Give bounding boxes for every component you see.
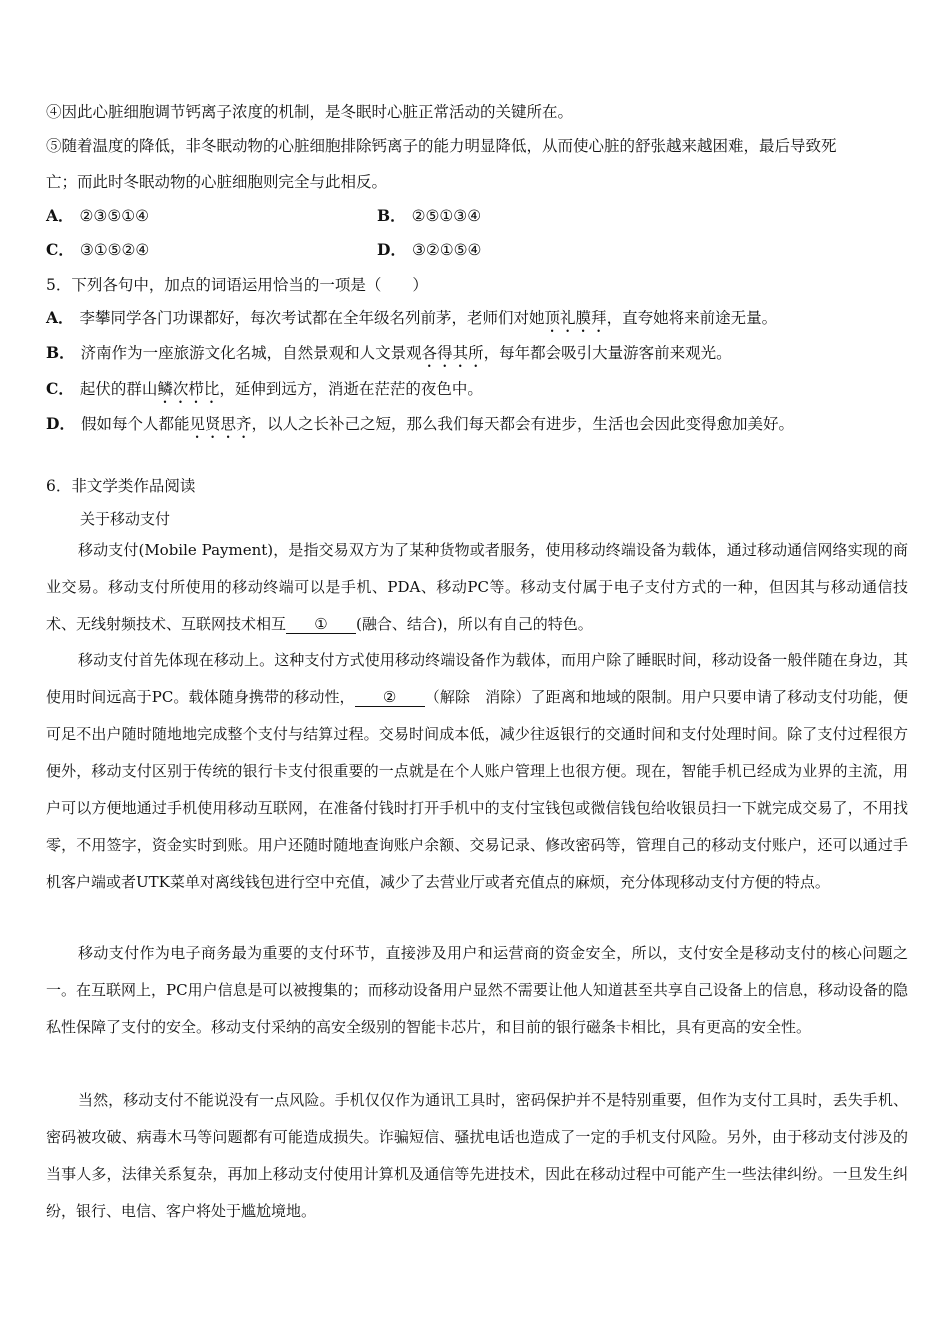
q4-option-b <box>377 206 481 226</box>
q5-option-c <box>46 379 483 407</box>
blank-2[interactable]: ② <box>355 688 425 707</box>
blank-1[interactable]: ① <box>286 615 356 634</box>
article-title: 关于移动支付 <box>80 510 171 528</box>
article-paragraph-2 <box>46 642 908 901</box>
article-paragraph-4: 当然，移动支付不能说没有一点风险。手机仅仅作为通讯工具时，密码保护并不是特别重要，但作为支付工具时，丢失手机、密码被攻破、病毒木马等问题都有可能造成损失。诈骗短信、骚扰电话也造成了一定的手机支付风险。另外，由于移动支付涉及的当事人多，法律关系复杂，再加上移动支付使用计算机及通信等先进技术，因此在移动过程中可能产生一些法律纠纷。一旦发生纠纷，银行、电信、客户将处于尴尬境地。 <box>46 1091 908 1220</box>
q4-option-d-key: D． <box>377 240 406 259</box>
q5-option-a-pre: 李攀同学各门功课都好，每次考试都在全年级名列前茅，老师们对她 <box>79 309 545 327</box>
q4-statement-5-line2: 亡；而此时冬眠动物的心脏细胞则完全与此相反。 <box>46 173 388 191</box>
q4-option-a-key: A． <box>46 206 74 225</box>
q5-option-b-dotted-phrase: 各得其所 <box>421 344 484 362</box>
q5-option-b-key: B． <box>46 343 75 362</box>
q5-option-c-key: C． <box>46 379 74 398</box>
q4-option-d-text: ③②①⑤④ <box>411 241 482 259</box>
q5-option-a-post: ，直夸她将来前途无量。 <box>606 309 778 327</box>
q5-option-c-pre: 起伏的群山 <box>79 380 158 398</box>
q5-option-d-pre: 假如每个人都能 <box>80 415 190 433</box>
q5-option-a <box>46 308 777 336</box>
q5-option-d-post: ，以人之长补己之短，那么我们每天都会有进步，生活也会因此变得愈加美好。 <box>251 415 794 433</box>
q5-stem: 5．下列各句中，加点的词语运用恰当的一项是（ ） <box>46 276 428 294</box>
q5-option-b <box>46 343 732 371</box>
article-paragraph-1-pre: 移动支付(Mobile Payment)，是指交易双方为了某种货物或者服务，使用移动终端设备为载体，通过移动通信网络实现的商业交易。移动支付所使用的移动终端可以是手机、PDA、移动PC等。移动支付属于电子支付方式的一种，但因其与移动通信技术、无线射频技术、互联网技术相互 <box>46 541 908 633</box>
q4-option-c-text: ③①⑤②④ <box>79 241 150 259</box>
q4-option-d <box>377 240 481 260</box>
q5-option-c-post: ，延伸到远方，消逝在茫茫的夜色中。 <box>219 380 483 398</box>
q4-option-a-text: ②③⑤①④ <box>79 207 150 225</box>
q5-option-c-dotted-phrase: 鳞次栉比 <box>157 380 220 398</box>
q4-statement-5-line1: ⑤随着温度的降低，非冬眠动物的心脏细胞排除钙离子的能力明显降低，从而使心脏的舒张越来越困难，最后导致死 <box>46 137 837 155</box>
article-paragraph-1 <box>46 532 908 643</box>
q5-option-d <box>46 414 794 442</box>
q4-option-b-key: B． <box>377 206 406 225</box>
q4-option-c-key: C． <box>46 240 74 259</box>
q5-option-b-pre: 济南作为一座旅游文化名城，自然景观和人文景观 <box>80 344 422 362</box>
article-paragraph-3: 移动支付作为电子商务最为重要的支付环节，直接涉及用户和运营商的资金安全，所以，支付安全是移动支付的核心问题之一。在互联网上，PC用户信息是可以被搜集的；而移动设备用户显然不需要让他人知道甚至共享自己设备上的信息，移动设备的隐私性保障了支付的安全。移动支付采纳的高安全级别的智能卡芯片，和目前的银行磁条卡相比，具有更高的安全性。 <box>46 944 908 1036</box>
q5-option-a-dotted-phrase: 顶礼膜拜 <box>544 309 607 327</box>
q6-heading: 6．非文学类作品阅读 <box>46 477 196 495</box>
article-paragraph-2-post: （解除 消除）了距离和地域的限制。用户只要申请了移动支付功能，便可足不出户随时随地地完成整个支付与结算过程。交易时间成本低，减少往返银行的交通时间和支付处理时间。除了支付过程很方便外，移动支付区别于传统的银行卡支付很重要的一点就是在个人账户管理上也很方便。现在，智能手机已经成为业界的主流，用户可以方便地通过手机使用移动互联网，在准备付钱时打开手机中的支付宝钱包或微信钱包给收银员扫一下就完成交易了，不用找零，不用签字，资金实时到账。用户还随时随地查询账户余额、交易记录、修改密码等，管理自己的移动支付账户，还可以通过手机客户端或者UTK菜单对离线钱包进行空中充值，减少了去营业厅或者充值点的麻烦，充分体现移动支付方便的特点。 <box>46 688 908 891</box>
q4-option-a <box>46 206 149 226</box>
q4-option-b-text: ②⑤①③④ <box>411 207 482 225</box>
q5-option-d-key: D． <box>46 414 75 433</box>
q5-option-b-post: ，每年都会吸引大量游客前来观光。 <box>483 344 732 362</box>
q4-statement-4: ④因此心脏细胞调节钙离子浓度的机制，是冬眠时心脏正常活动的关键所在。 <box>46 103 574 121</box>
q4-option-c <box>46 240 149 260</box>
article-paragraph-2-pre: 移动支付首先体现在移动上。这种支付方式使用移动终端设备作为载体，而用户除了睡眠时间，移动设备一般伴随在身边，其使用时间远高于PC。载体随身携带的移动性， <box>46 651 908 706</box>
article-paragraph-1-post: (融合、结合)，所以有自己的特色。 <box>356 615 593 633</box>
q5-option-d-dotted-phrase: 见贤思齐 <box>189 415 252 433</box>
q5-option-a-key: A． <box>46 308 74 327</box>
